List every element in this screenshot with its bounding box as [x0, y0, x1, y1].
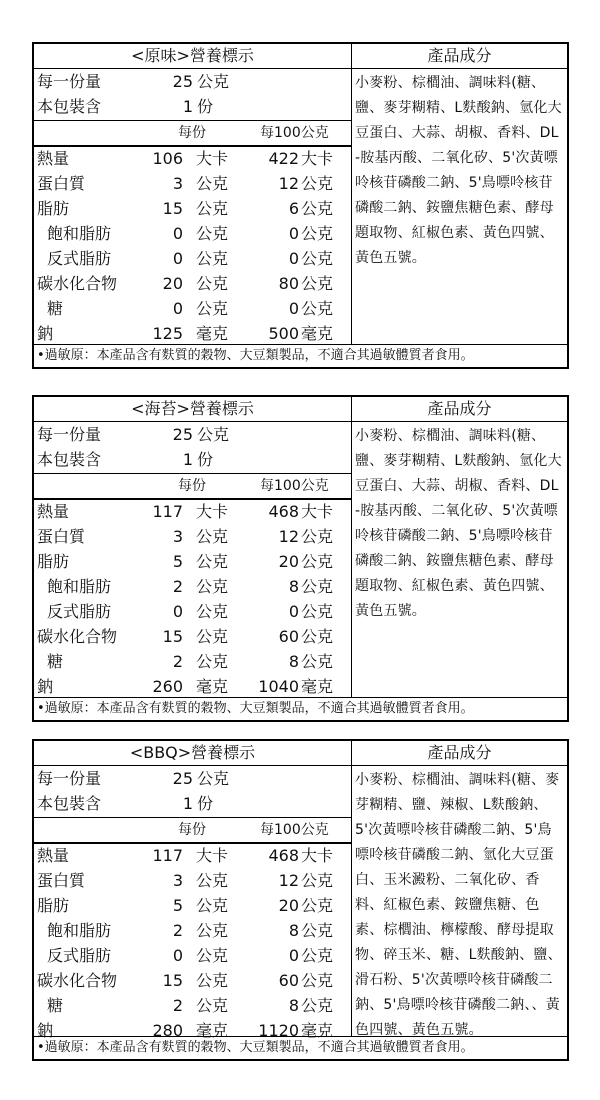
nutrient-name: 反式脂肪	[47, 946, 112, 965]
servings-per-pack-unit: 份	[197, 97, 214, 116]
per-100g-unit: 公克	[301, 274, 334, 293]
per-100g-value: 500	[268, 324, 299, 343]
per-serving-value: 3	[172, 871, 183, 890]
per-100g-unit: 公克	[301, 971, 334, 990]
nutrition-facts-panel	[34, 741, 351, 1040]
allergen-note: •過敏原：本產品含有麩質的穀物、大豆類製品，不適合其過敏體質者食用。	[34, 1036, 567, 1059]
col-per-100g: 每100公克	[260, 125, 329, 141]
nutrient-name: 糖	[47, 996, 64, 1015]
per-100g-unit: 公克	[301, 299, 334, 318]
per-serving-unit: 公克	[196, 996, 229, 1015]
nutrient-name: 糖	[47, 652, 64, 671]
per-100g-value: 80	[278, 274, 299, 293]
per-serving-value: 2	[172, 652, 183, 671]
per-serving-unit: 公克	[196, 921, 229, 940]
nutrient-name: 蛋白質	[37, 871, 86, 890]
per-serving-value: 15	[162, 627, 183, 646]
nutrient-row	[34, 221, 351, 246]
serving-size-value: 25	[172, 769, 193, 788]
nutrient-name: 脂肪	[37, 552, 70, 571]
ingredients-text: 小麥粉、棕櫚油、調味料(糖、鹽、麥芽糊精、L麩酸鈉、氫化大豆蛋白、大蒜、胡椒、香料、DL-胺基丙酸、二氧化矽、5'次黃嘌呤核苷磷酸二鈉、5'鳥嘌呤核苷磷酸二鈉、銨鹽焦糖色素、酵母題取物、紅椒色素、黃色四號、黃色五號。	[355, 428, 562, 619]
serving-size-row	[34, 69, 351, 94]
nutrient-row	[34, 196, 351, 221]
per-serving-unit: 公克	[196, 896, 229, 915]
per-serving-unit: 公克	[196, 552, 229, 571]
servings-per-pack-row	[34, 791, 351, 816]
per-serving-unit: 公克	[196, 871, 229, 890]
per-100g-unit: 大卡	[301, 502, 334, 521]
per-serving-unit: 毫克	[196, 677, 229, 696]
label-title: <原味>營養標示	[34, 44, 351, 69]
per-serving-value: 117	[152, 502, 183, 521]
per-100g-value: 422	[268, 149, 299, 168]
col-per-serving: 每份	[178, 125, 206, 141]
per-100g-unit: 毫克	[301, 324, 334, 343]
serving-size-value: 25	[172, 72, 193, 91]
nutrient-name: 鈉	[37, 324, 54, 343]
servings-per-pack-unit: 份	[197, 450, 214, 469]
per-serving-value: 106	[152, 149, 183, 168]
nutrient-name: 脂肪	[37, 199, 70, 218]
per-serving-unit: 公克	[196, 249, 229, 268]
col-per-100g: 每100公克	[260, 478, 329, 494]
nutrient-row	[34, 843, 351, 868]
per-100g-unit: 公克	[301, 652, 334, 671]
per-serving-value: 0	[172, 299, 183, 318]
nutrient-name: 脂肪	[37, 896, 70, 915]
servings-per-pack-row	[34, 447, 351, 472]
nutrient-row	[34, 893, 351, 918]
col-per-100g: 每100公克	[260, 822, 329, 838]
per-serving-unit: 公克	[196, 299, 229, 318]
per-100g-value: 1120	[258, 1021, 299, 1040]
per-serving-value: 0	[172, 946, 183, 965]
nutrient-name: 糖	[47, 299, 64, 318]
ingredients-panel	[351, 397, 567, 698]
per-serving-unit: 公克	[196, 577, 229, 596]
serving-size-unit: 公克	[197, 72, 230, 91]
per-serving-value: 20	[162, 274, 183, 293]
per-serving-value: 5	[172, 896, 183, 915]
per-serving-value: 260	[152, 677, 183, 696]
nutrient-row	[34, 993, 351, 1018]
per-serving-unit: 公克	[196, 652, 229, 671]
serving-size-label: 每一份量	[37, 769, 102, 788]
servings-per-pack-value: 1	[182, 794, 193, 813]
per-serving-unit: 公克	[196, 199, 229, 218]
nutrient-name: 碳水化合物	[37, 274, 118, 293]
nutrient-row	[34, 599, 351, 624]
per-serving-value: 2	[172, 921, 183, 940]
nutrient-name: 熱量	[37, 846, 70, 865]
nutrition-facts-panel	[34, 44, 351, 345]
nutrient-row	[34, 171, 351, 196]
label-title: <BBQ>營養標示	[34, 741, 351, 766]
nutrient-name: 熱量	[37, 502, 70, 521]
nutrition-facts-panel	[34, 397, 351, 698]
ingredients-text: 小麥粉、棕櫚油、調味料(糖、鹽、麥芽糊精、L麩酸鈉、氫化大豆蛋白、大蒜、胡椒、香料、DL-胺基丙酸、二氧化矽、5'次黃嘌呤核苷磷酸二鈉、5'鳥嘌呤核苷磷酸二鈉、銨鹽焦糖色素、酵母題取物、紅椒色素、黃色四號、黃色五號。	[355, 75, 562, 266]
nutrient-row	[34, 868, 351, 893]
per-100g-value: 20	[278, 896, 299, 915]
per-100g-unit: 公克	[301, 921, 334, 940]
servings-per-pack-label: 本包裝含	[37, 794, 102, 813]
column-header-row	[34, 474, 351, 498]
per-serving-unit: 大卡	[196, 149, 229, 168]
per-100g-unit: 公克	[301, 174, 334, 193]
per-serving-unit: 公克	[196, 971, 229, 990]
per-100g-unit: 公克	[301, 249, 334, 268]
per-100g-value: 468	[268, 846, 299, 865]
nutrient-row	[34, 918, 351, 943]
per-serving-unit: 公克	[196, 174, 229, 193]
ingredients-panel	[351, 44, 567, 345]
per-serving-value: 125	[152, 324, 183, 343]
per-serving-unit: 公克	[196, 602, 229, 621]
nutrient-name: 鈉	[37, 1021, 54, 1040]
per-100g-value: 0	[288, 249, 299, 268]
per-100g-value: 0	[288, 224, 299, 243]
per-100g-value: 8	[288, 996, 299, 1015]
per-serving-unit: 公克	[196, 627, 229, 646]
per-serving-unit: 公克	[196, 274, 229, 293]
per-100g-value: 60	[278, 971, 299, 990]
nutrient-name: 碳水化合物	[37, 627, 118, 646]
ingredients-text: 小麥粉、棕櫚油、調味料(糖、麥芽糊精、鹽、辣椒、L麩酸鈉、5'次黃嘌呤核苷磷酸二鈉、5'鳥嘌呤核苷磷酸二鈉、氫化大豆蛋白、玉米澱粉、二氧化矽、香料、紅椒色素、銨鹽焦糖、色素、棕櫚油、檸檬酸、酵母提取物、碎玉米、糖、L麩酸鈉、鹽、滑石粉、5'次黃嘌呤核苷磷酸二鈉、5'鳥嘌呤核苷磷酸二鈉、、黃色四號、黃色五號。	[355, 772, 562, 1038]
per-100g-value: 0	[288, 602, 299, 621]
per-serving-value: 15	[162, 199, 183, 218]
label-title: <海苔>營養標示	[34, 397, 351, 422]
per-100g-unit: 公克	[301, 627, 334, 646]
per-100g-unit: 公克	[301, 946, 334, 965]
per-100g-unit: 大卡	[301, 149, 334, 168]
per-serving-unit: 大卡	[196, 502, 229, 521]
per-100g-value: 8	[288, 921, 299, 940]
per-100g-value: 20	[278, 552, 299, 571]
nutrient-row	[34, 246, 351, 271]
per-100g-unit: 公克	[301, 224, 334, 243]
per-serving-unit: 公克	[196, 946, 229, 965]
nutrient-row	[34, 624, 351, 649]
per-100g-value: 12	[278, 174, 299, 193]
nutrient-row	[34, 649, 351, 674]
nutrient-row	[34, 146, 351, 171]
column-header-row	[34, 121, 351, 145]
per-100g-unit: 大卡	[301, 846, 334, 865]
serving-size-label: 每一份量	[37, 72, 102, 91]
col-per-serving: 每份	[178, 822, 206, 838]
per-100g-unit: 公克	[301, 199, 334, 218]
nutrient-row	[34, 674, 351, 699]
per-100g-value: 60	[278, 627, 299, 646]
serving-size-value: 25	[172, 425, 193, 444]
nutrient-row	[34, 296, 351, 321]
per-100g-unit: 毫克	[301, 677, 334, 696]
servings-per-pack-label: 本包裝含	[37, 97, 102, 116]
ingredients-title: 產品成分	[352, 397, 567, 422]
per-serving-value: 3	[172, 527, 183, 546]
nutrient-row	[34, 271, 351, 296]
per-100g-unit: 公克	[301, 577, 334, 596]
per-serving-unit: 公克	[196, 224, 229, 243]
per-100g-value: 0	[288, 299, 299, 318]
nutrient-name: 反式脂肪	[47, 249, 112, 268]
nutrient-row	[34, 574, 351, 599]
per-100g-value: 0	[288, 946, 299, 965]
per-serving-value: 3	[172, 174, 183, 193]
nutrient-row	[34, 524, 351, 549]
per-serving-unit: 公克	[196, 527, 229, 546]
serving-size-row	[34, 766, 351, 791]
servings-per-pack-value: 1	[182, 97, 193, 116]
column-header-row	[34, 818, 351, 842]
nutrient-name: 飽和脂肪	[47, 921, 112, 940]
allergen-note: •過敏原：本產品含有麩質的穀物、大豆類製品，不適合其過敏體質者食用。	[34, 344, 567, 367]
per-100g-unit: 公克	[301, 896, 334, 915]
servings-per-pack-unit: 份	[197, 794, 214, 813]
nutrition-label	[32, 739, 569, 1061]
nutrient-name: 熱量	[37, 149, 70, 168]
per-serving-value: 0	[172, 224, 183, 243]
per-100g-unit: 公克	[301, 871, 334, 890]
per-100g-value: 12	[278, 871, 299, 890]
per-100g-value: 1040	[258, 677, 299, 696]
nutrient-name: 碳水化合物	[37, 971, 118, 990]
per-serving-value: 2	[172, 577, 183, 596]
nutrient-row	[34, 321, 351, 346]
per-100g-unit: 公克	[301, 552, 334, 571]
per-100g-value: 8	[288, 652, 299, 671]
per-100g-value: 6	[288, 199, 299, 218]
nutrition-label	[32, 42, 569, 369]
servings-per-pack-label: 本包裝含	[37, 450, 102, 469]
per-serving-value: 117	[152, 846, 183, 865]
per-serving-value: 15	[162, 971, 183, 990]
nutrient-name: 飽和脂肪	[47, 224, 112, 243]
allergen-note: •過敏原：本產品含有麩質的穀物、大豆類製品，不適合其過敏體質者食用。	[34, 697, 567, 720]
per-serving-unit: 大卡	[196, 846, 229, 865]
per-serving-unit: 毫克	[196, 1021, 229, 1040]
serving-size-unit: 公克	[197, 769, 230, 788]
nutrient-name: 鈉	[37, 677, 54, 696]
ingredients-title: 產品成分	[352, 44, 567, 69]
per-100g-value: 12	[278, 527, 299, 546]
nutrient-row	[34, 968, 351, 993]
per-100g-value: 8	[288, 577, 299, 596]
nutrient-name: 反式脂肪	[47, 602, 112, 621]
per-serving-value: 280	[152, 1021, 183, 1040]
per-100g-value: 468	[268, 502, 299, 521]
per-serving-value: 2	[172, 996, 183, 1015]
nutrient-name: 蛋白質	[37, 527, 86, 546]
servings-per-pack-value: 1	[182, 450, 193, 469]
ingredients-title: 產品成分	[352, 741, 567, 766]
per-serving-value: 0	[172, 602, 183, 621]
nutrient-name: 蛋白質	[37, 174, 86, 193]
nutrient-row	[34, 499, 351, 524]
per-100g-unit: 公克	[301, 527, 334, 546]
serving-size-unit: 公克	[197, 425, 230, 444]
per-100g-unit: 公克	[301, 996, 334, 1015]
per-100g-unit: 毫克	[301, 1021, 334, 1040]
ingredients-panel	[351, 741, 567, 1037]
servings-per-pack-row	[34, 94, 351, 119]
per-100g-unit: 公克	[301, 602, 334, 621]
per-serving-unit: 毫克	[196, 324, 229, 343]
nutrient-row	[34, 943, 351, 968]
serving-size-label: 每一份量	[37, 425, 102, 444]
nutrition-label	[32, 395, 569, 722]
per-serving-value: 5	[172, 552, 183, 571]
nutrient-name: 飽和脂肪	[47, 577, 112, 596]
serving-size-row	[34, 422, 351, 447]
per-serving-value: 0	[172, 249, 183, 268]
nutrient-row	[34, 549, 351, 574]
col-per-serving: 每份	[178, 478, 206, 494]
